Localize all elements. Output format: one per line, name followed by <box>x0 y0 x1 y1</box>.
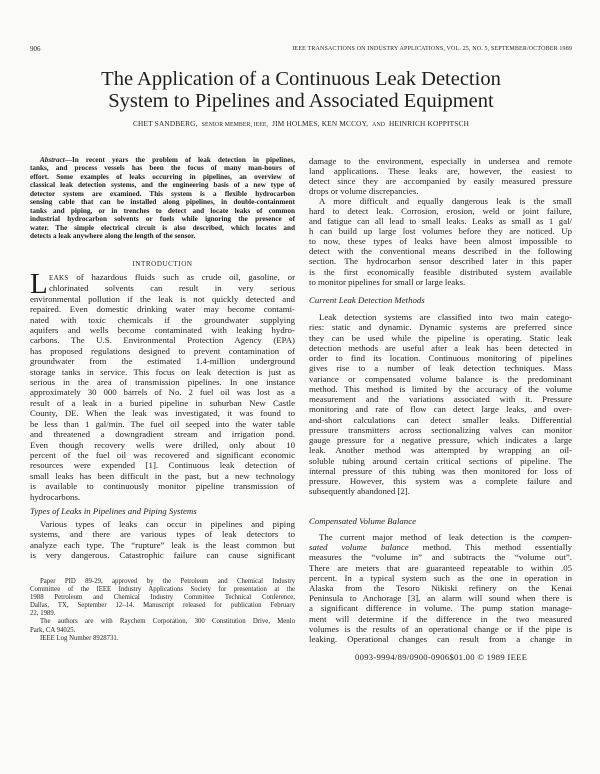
text-line: Various types of leaks can occur in pipelines and piping <box>40 519 295 529</box>
text-line: IEEE Log Number 8928731. <box>40 634 119 642</box>
copyright-line: 0093-9994/89/0900-0906$01.00 © 1989 IEEE <box>355 652 528 662</box>
text-line: Dallas, TX, September 12–14. Manuscript released for publication February <box>30 602 295 610</box>
text-line: hydrocarbons. <box>30 491 81 502</box>
text-line: is available to continuously monitor pipeline transmission of <box>30 481 295 492</box>
text-run: —In recent years the problem of leak detection in pipelines, <box>64 156 295 164</box>
text-line: has proposed regulations designed to prevent contamination of <box>30 345 295 356</box>
running-header: IEEE TRANSACTIONS ON INDUSTRY APPLICATIONS, VOL. 25, NO. 5, SEPTEMBER/OCTOBER 1989 <box>292 46 572 52</box>
text-line: carbons. The U.S. Environmental Protection Agency (EPA) <box>30 335 295 346</box>
text-line: There are meters that are guaranteed repeatable to within .05 <box>309 562 572 573</box>
right-column-top <box>309 156 572 287</box>
text-line: The authors are with Raychem Corporation, 300 Constitution Drive, Menlo <box>40 618 295 626</box>
text-line: approximately 30 000 barrels of No. 2 fuel oil was lost as a <box>30 387 295 398</box>
text-line: detects a leak anywhere along the length of the sensor. <box>30 232 196 241</box>
subsection-heading-types-of-leaks: Types of Leaks in Pipelines and Piping Systems <box>30 506 197 516</box>
text-line: order to find its location. Continuous monitoring of pipelines <box>309 353 572 363</box>
author-membership: SENIOR MEMBER, IEEE, <box>201 122 269 128</box>
text-line: tanks, and process vessels has been the focus of many man-hours of <box>30 164 295 173</box>
drop-cap: L <box>30 268 48 300</box>
text-line: gives rise to a number of leak detection techniques. Mass <box>309 363 572 374</box>
author-names: JIM HOLMES, KEN MCCOY, <box>272 119 369 128</box>
text-line: water. The simple electrical circuit is also described, which locates and <box>30 223 295 232</box>
italic-run: Abstract <box>40 156 65 164</box>
author-line <box>30 117 572 130</box>
text-run: of hazardous fluids such as crude oil, gasoline, or <box>68 272 295 282</box>
continued-paragraph <box>309 156 572 196</box>
text-line: 22, 1989. <box>30 610 56 618</box>
text-line <box>309 542 572 552</box>
subsection-heading-current-methods: Current Leak Detection Methods <box>309 295 425 305</box>
title-line-2: System to Pipelines and Associated Equipment <box>108 90 494 112</box>
text-line: Park, CA 94025. <box>30 626 76 634</box>
text-line: detection methods are useful after a leak has been detected in <box>309 342 572 353</box>
text-line: pressure. However, this system was a complete failure and <box>309 476 572 486</box>
text-line: repaired. Even domestic drinking water may become contami- <box>30 304 295 315</box>
text-line: classical leak detection systems, and the engineering basis of a new type of <box>30 181 295 190</box>
text-line: is very dangerous. Catastrophic failure can cause significant <box>30 550 295 561</box>
text-line: method. This method is limited by the accuracy of the volume <box>309 383 572 394</box>
text-line: 1988 Petroleum and Chemical Industry Committee Technical Conference, <box>30 594 295 602</box>
text-line <box>30 156 295 164</box>
text-line: County, DE. When the leak was investigated, it was found to <box>30 408 295 419</box>
text-line: serious in the area of transmission pipelines. In one instance <box>30 377 295 388</box>
text-line: sensing cable that can be installed along pipelines, in double-containment <box>30 198 295 207</box>
text-line: hard to detect leak. Corrosion, erosion, weld or joint failure, <box>309 206 572 217</box>
text-line: industrial hydrocarbon solvents or fuels while ignoring the presence of <box>30 215 295 224</box>
footnotes <box>30 578 295 643</box>
text-line: ment will determine if the difference in the two measured <box>309 613 572 624</box>
compensated-volume-balance-paragraph <box>309 532 572 644</box>
italic-run: sated volume balance <box>309 542 409 553</box>
text-line: and threatened a downgradient stream and irrigation pond. <box>30 429 295 440</box>
footnote-log-number <box>30 635 295 643</box>
title-line-1: The Application of a Continuous Leak Detection <box>101 68 501 90</box>
text-line: gauge pressure for a negative pressure, which indicates a large <box>309 435 572 445</box>
text-line: to now, these types of leaks have been almost impossible to <box>309 236 572 247</box>
text-line: a significant difference in volume. The pump station manage- <box>309 603 572 614</box>
text-line <box>309 532 572 542</box>
paper-title <box>30 68 572 112</box>
text-line: monitoring and rate of flow can detect large leaks, and over- <box>309 404 572 415</box>
text-line: h can build up large lost volumes before they are noticed. Up <box>309 226 572 237</box>
text-line: be less than 1 gal/min. The fuel oil seeped into the water table <box>30 418 295 429</box>
text-line: A more difficult and equally dangerous leak is the small <box>319 196 572 207</box>
text-line: Committee of the IEEE Industry Applications Society for presentation at the <box>30 586 295 594</box>
text-line: measures the “volume in” and subtracts the “volume out”. <box>309 552 572 563</box>
italic-run: compen- <box>541 532 572 542</box>
text-line: resources were expended [1]. Continuous leak detection of <box>30 460 295 471</box>
text-line: damage to the environment, especially in undersea and remote <box>309 156 572 166</box>
text-line: and fatigue can all lead to small leaks. Leaks as small as 1 gal/ <box>309 216 572 227</box>
text-line: small leaks has been difficult in the past, but a new technology <box>30 470 295 481</box>
text-line: percent. In a typical system such as the one in operation in <box>309 572 572 583</box>
text-line: chlorinated solvents can result in very serious <box>49 283 295 294</box>
text-line: leaking. Operational changes can result from a change in <box>309 634 572 645</box>
text-run: The current major method of leak detection is the <box>319 532 542 542</box>
text-line: subsequently abandoned [2]. <box>309 486 410 497</box>
types-of-leaks-paragraph <box>30 519 295 561</box>
text-line: to monitor pipelines for small or large leaks. <box>309 276 466 287</box>
text-line: groundwater from the estimated 1.4-million underground <box>30 356 295 367</box>
text-line: they can be used while the pipeline is operating. Static leak <box>309 332 572 343</box>
text-line: aquifers and wells become contaminated with leaking hydro- <box>30 325 295 336</box>
text-line: percent of the fuel oil was recovered and significant economic <box>30 449 295 460</box>
small-caps-run: EAKS <box>49 274 69 282</box>
current-methods-paragraph <box>309 312 572 497</box>
text-line: Peninsula to Anchorage [3], an alarm will sound when there is <box>309 593 572 604</box>
text-line: Even though recovery wells were drilled, only about 10 <box>30 439 295 450</box>
text-line: drops or volume discrepancies. <box>309 186 419 197</box>
text-line: and-short calculations can detect smaller leaks. Differential <box>309 414 572 425</box>
text-line: measurement and the variations associated with it. Pressure <box>309 394 572 404</box>
text-line: soluble tubing around certain critical sections of pipeline. The <box>309 455 572 466</box>
author-conjunction: AND <box>372 122 386 128</box>
text-line: section. The hydrocarbon sensor described later in this paper <box>309 256 572 267</box>
text-line: effort. Some examples of leaks occurring in pipelines, an overview of <box>30 172 295 181</box>
text-line: detector system are examined. This system is a flexible hydrocarbon <box>30 189 295 198</box>
text-line: leak. Another method was attempted by wrapping an oil- <box>309 445 572 456</box>
text-line: pressure transmitters across sectionalizing valves can monitor <box>309 424 572 435</box>
footnote-affiliation <box>30 618 295 634</box>
subsection-heading-compensated-volume-balance: Compensated Volume Balance <box>309 516 417 526</box>
text-line: land applications. These leaks are, however, the easiest to <box>309 166 572 177</box>
footnote-paper-info <box>30 578 295 618</box>
text-line: is the first economically feasible distributed system available <box>309 266 572 277</box>
text-line <box>30 272 295 283</box>
text-line: environmental pollution if the leak is not quickly detected and <box>30 293 295 304</box>
text-line: detect with the conventional means described in the following <box>309 246 572 257</box>
abstract <box>30 156 295 241</box>
page-number: 906 <box>30 45 41 53</box>
text-line: analyze each type. The “rupture” leak is the least common but <box>30 539 295 550</box>
author-name: CHET SANDBERG, <box>132 119 198 128</box>
text-line: systems, and there are various types of leak detectors to <box>30 529 295 540</box>
small-leaks-paragraph <box>309 196 572 286</box>
text-line: Paper PID 89-29, approved by the Petroleum and Chemical Industry <box>40 578 295 585</box>
text-line: Leak detection systems are classified into two main catego- <box>319 312 572 322</box>
text-line: result of a leak in a buried pipeline in suburban New Castle <box>30 397 295 408</box>
text-line: detect since they are accompanied by easily measured pressure <box>309 176 572 187</box>
text-line: variance or compensated volume balance is the predominant <box>309 373 572 384</box>
introduction-paragraph <box>30 268 295 502</box>
text-line: internal pressure of this tubing was then monitored for loss of <box>309 465 572 476</box>
text-line: nated with toxic chemicals if the groundwater supplying <box>30 314 295 325</box>
text-line: tanks and piping, or in trenches to detect and locate leaks of common <box>30 206 295 215</box>
author-name: HEINRICH KOPPITSCH <box>389 119 470 128</box>
text-line: Alaska from the Tesoro Nikiski refinery on the Kenai <box>309 583 572 594</box>
text-line: storage tanks in service. This focus on leak detection is just as <box>30 366 295 377</box>
text-line: ries: static and dynamic. Dynamic systems are preferred since <box>309 322 572 333</box>
section-heading-introduction: INTRODUCTION <box>132 260 193 268</box>
text-line: volumes is the results of an operational change or if the pipe is <box>309 623 572 634</box>
text-run: method. This method essentially <box>408 542 572 553</box>
